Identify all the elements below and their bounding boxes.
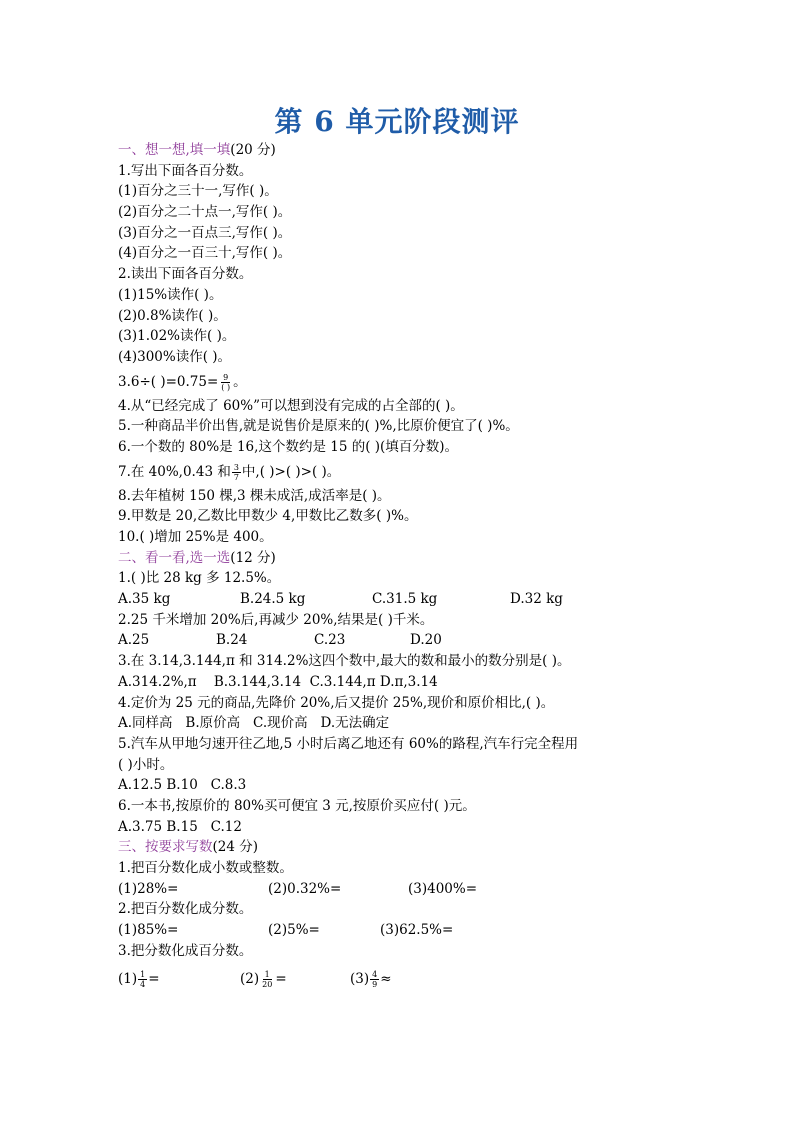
s1-q7-fraction — [232, 463, 241, 482]
option: A.35 kg — [118, 591, 171, 608]
section-3-score: (24 分) — [212, 839, 259, 856]
s1-q3 — [118, 368, 738, 396]
item-sign: = — [275, 971, 287, 988]
s1-q6: 6.一个数的 80%是 16,这个数约是 15 的( )(填百分数)。 — [118, 438, 459, 455]
s2-q5-continued: ( )小时。 — [118, 756, 174, 773]
worksheet — [118, 140, 738, 993]
fraction — [260, 970, 274, 989]
option: A.25 — [118, 632, 150, 649]
s3-q1-item: (3)400%= — [408, 880, 478, 897]
section-3-heading — [118, 837, 738, 858]
s1-q7 — [118, 458, 738, 486]
item-label: (2) — [240, 971, 260, 988]
item-label: (3) — [350, 971, 370, 988]
s2-q2: 2.25 千米增加 20%后,再减少 20%,结果是( )千米。 — [118, 611, 434, 628]
s1-q1-item: (4)百分之一百三十,写作( )。 — [118, 245, 292, 262]
fraction — [138, 970, 147, 989]
s1-q2-item: (4)300%读作( )。 — [118, 348, 232, 365]
fraction-denominator: ( ) — [221, 382, 231, 392]
s3-q1-items — [118, 879, 738, 900]
s3-q3-item — [350, 965, 392, 993]
fraction-numerator: 3 — [233, 462, 239, 472]
s2-q3-options: A.314.2%,π B.3.144,3.14 C.3.144,π D.π,3.14 — [118, 673, 438, 690]
option: B.24 — [216, 632, 248, 649]
fraction-denominator: 7 — [233, 472, 239, 482]
section-2-title: 二、看一看,选一选 — [118, 549, 231, 566]
s1-q3-end: 。 — [233, 373, 247, 390]
s3-q3: 3.把分数化成百分数。 — [118, 942, 253, 959]
s1-q4: 4.从“已经完成了 60%”可以想到没有完成的占全部的( )。 — [118, 397, 464, 414]
section-2-score: (12 分) — [230, 549, 276, 566]
option: D.20 — [410, 632, 442, 649]
s3-q3-item — [240, 965, 350, 993]
s1-q2-item: (2)0.8%读作( )。 — [118, 307, 227, 324]
fraction-numerator: 9 — [223, 372, 229, 382]
s2-q5: 5.汽车从甲地匀速开往乙地,5 小时后离乙地还有 60%的路程,汽车行完全程用 — [118, 735, 579, 752]
fraction-numerator: 1 — [264, 970, 270, 980]
fraction-denominator: 9 — [372, 980, 378, 990]
s2-q5-options: A.12.5 B.10 C.8.3 — [118, 777, 247, 794]
section-1-heading — [118, 140, 738, 161]
item-sign: = — [148, 971, 160, 988]
option: C.23 — [314, 632, 346, 649]
s1-q1: 1.写出下面各百分数。 — [118, 162, 253, 179]
s2-q6: 6.一本书,按原价的 80%买可便宜 3 元,按原价买应付( )元。 — [118, 797, 476, 814]
section-1-title: 一、想一想,填一填 — [118, 142, 231, 158]
s1-q1-item: (1)百分之三十一,写作( )。 — [118, 183, 278, 200]
s3-q1: 1.把百分数化成小数或整数。 — [118, 860, 293, 876]
s1-q1-item: (2)百分之二十点一,写作( )。 — [118, 204, 292, 221]
fraction — [370, 970, 379, 989]
s3-q1-item: (2)0.32%= — [268, 880, 342, 897]
s1-q9: 9.甲数是 20,乙数比甲数少 4,甲数比乙数多( )%。 — [118, 508, 418, 525]
s2-q1: 1.( )比 28 kg 多 12.5%。 — [118, 570, 281, 587]
s2-q6-options: A.3.75 B.15 C.12 — [118, 818, 242, 835]
option: B.24.5 kg — [240, 591, 306, 608]
s2-q3: 3.在 3.14,3.144,π 和 314.2%这四个数中,最大的数和最小的数分别是( )。 — [118, 653, 571, 670]
item-sign: ≈ — [380, 971, 392, 988]
s1-q3-fraction — [219, 373, 232, 392]
s2-q4: 4.定价为 25 元的商品,先降价 20%,后又提价 25%,现价和原价相比,( )。 — [118, 694, 555, 711]
s1-q8: 8.去年植树 150 棵,3 棵未成活,成活率是( )。 — [118, 487, 391, 504]
s3-q2-item: (1)85%= — [118, 922, 179, 939]
s2-q2-options — [118, 630, 738, 651]
s3-q2-item: (2)5%= — [268, 922, 320, 939]
fraction-numerator: 1 — [140, 970, 146, 980]
section-1-score: (20 分) — [230, 142, 276, 158]
fraction-denominator: 4 — [140, 980, 146, 990]
page-title: 第 6 单元阶段测评 — [274, 105, 520, 138]
s3-q3-item — [118, 965, 240, 993]
s2-q4-options: A.同样高 B.原价高 C.现价高 D.无法确定 — [118, 715, 390, 732]
section-3-title: 三、按要求写数 — [118, 839, 213, 856]
s1-q5: 5.一种商品半价出售,就是说售价是原来的( )%,比原价便宜了( )%。 — [118, 418, 519, 435]
s1-q1-item: (3)百分之一百点三,写作( )。 — [118, 224, 292, 241]
option: D.32 kg — [510, 591, 563, 608]
s3-q3-items — [118, 965, 738, 993]
s3-q2: 2.把百分数化成分数。 — [118, 901, 253, 918]
section-2-heading — [118, 548, 738, 569]
fraction-numerator: 4 — [372, 970, 378, 980]
s1-q2: 2.读出下面各百分数。 — [118, 266, 253, 283]
s1-q10: 10.( )增加 25%是 400。 — [118, 529, 273, 545]
s2-q1-options — [118, 589, 738, 610]
fraction-denominator: 20 — [262, 980, 273, 990]
item-label: (1) — [118, 971, 138, 988]
s3-q2-item: (3)62.5%= — [380, 922, 454, 939]
s3-q1-item: (1)28%= — [118, 880, 179, 897]
s1-q7-text: 7.在 40%,0.43 和 — [118, 463, 231, 480]
s1-q7-end: 中,( )>( )>( )。 — [241, 463, 341, 480]
s1-q2-item: (3)1.02%读作( )。 — [118, 328, 236, 345]
s1-q2-item: (1)15%读作( )。 — [118, 286, 223, 303]
s1-q3-text: 3.6÷( )=0.75= — [118, 373, 219, 390]
option: C.31.5 kg — [372, 591, 438, 608]
s3-q2-items — [118, 920, 738, 941]
